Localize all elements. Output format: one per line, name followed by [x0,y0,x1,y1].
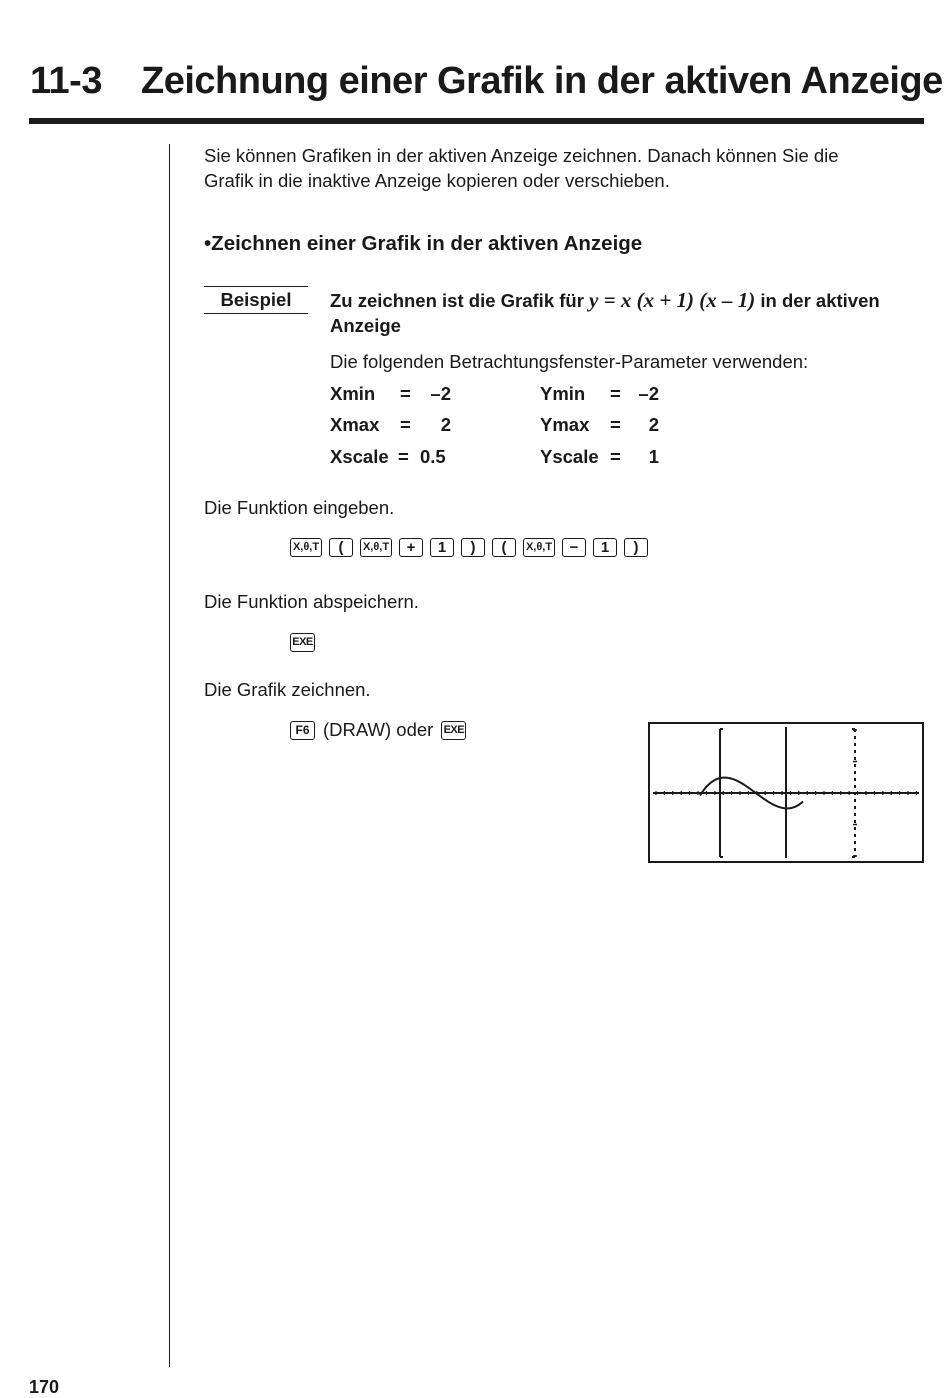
example-line-2: Anzeige [330,315,401,336]
one-key[interactable]: 1 [430,538,454,557]
graph-screen [648,722,924,863]
param-name: Xscale [330,446,389,467]
param-ymin [540,383,659,405]
param-value: 2 [440,414,451,435]
param-eq: = [400,414,411,435]
param-name: Yscale [540,446,599,467]
f6-key[interactable]: F6 [290,721,315,740]
param-value: –2 [430,383,451,404]
chapter-title-text: Zeichnung einer Grafik in der aktiven Anzeige [141,60,943,102]
xtheta-t-key[interactable]: X,θ,T [360,538,392,557]
step-store-function: Die Funktion abspeichern. [204,591,419,612]
param-name: Ymin [540,383,586,404]
example-formula: y = x (x + 1) (x – 1) [589,288,756,312]
margin-rule [169,144,170,1367]
step-draw-graph: Die Grafik zeichnen. [204,679,371,700]
example-label: Beispiel [204,286,308,314]
param-eq: = [610,446,621,467]
page-number: 170 [29,1377,60,1397]
graph-svg [650,724,922,861]
plus-key[interactable]: + [399,538,423,557]
param-eq: = [398,446,409,467]
param-value: 1 [648,446,659,467]
example-text-after: in der aktiven [755,290,880,311]
example-text-before: Zu zeichnen ist die Grafik für [330,290,590,311]
chapter-number: 11-3 [30,60,102,102]
params-intro: Die folgenden Betrachtungsfenster-Parameter verwenden: [330,351,809,372]
param-name: Xmin [330,383,376,404]
intro-paragraph [204,143,904,193]
one-key[interactable]: 1 [593,538,617,557]
key-sequence-store [290,632,315,652]
example-text [330,288,920,338]
param-value: –2 [638,383,659,404]
minus-key[interactable]: − [562,538,586,557]
chapter-title [30,60,943,110]
key-sequence-draw [290,719,466,741]
open-paren-key[interactable]: ( [492,538,516,557]
param-name: Xmax [330,414,380,435]
param-xmin [330,383,451,405]
param-eq: = [400,383,411,404]
param-yscale [540,446,659,468]
step-enter-function: Die Funktion eingeben. [204,497,395,518]
param-value: 0.5 [420,446,446,467]
key-sequence-input [290,536,648,558]
close-paren-key[interactable]: ) [461,538,485,557]
xtheta-t-key[interactable]: X,θ,T [290,538,322,557]
intro-line-2: Grafik in die inaktive Anzeige kopieren oder verschieben. [204,170,670,191]
section-heading: •Zeichnen einer Grafik in der aktiven Anzeige [204,232,643,255]
param-value: 2 [648,414,659,435]
param-eq: = [610,414,621,435]
param-xmax [330,414,451,436]
param-name: Ymax [540,414,590,435]
exe-key[interactable]: EXE [290,633,315,652]
exe-key[interactable]: EXE [441,721,466,740]
close-paren-key[interactable]: ) [624,538,648,557]
title-rule [29,118,924,124]
draw-text: (DRAW) oder [323,719,434,740]
intro-line-1: Sie können Grafiken in der aktiven Anzeige zeichnen. Danach können Sie die [204,145,839,166]
param-ymax [540,414,659,436]
open-paren-key[interactable]: ( [329,538,353,557]
param-xscale [330,446,446,468]
param-eq: = [610,383,621,404]
xtheta-t-key[interactable]: X,θ,T [523,538,555,557]
